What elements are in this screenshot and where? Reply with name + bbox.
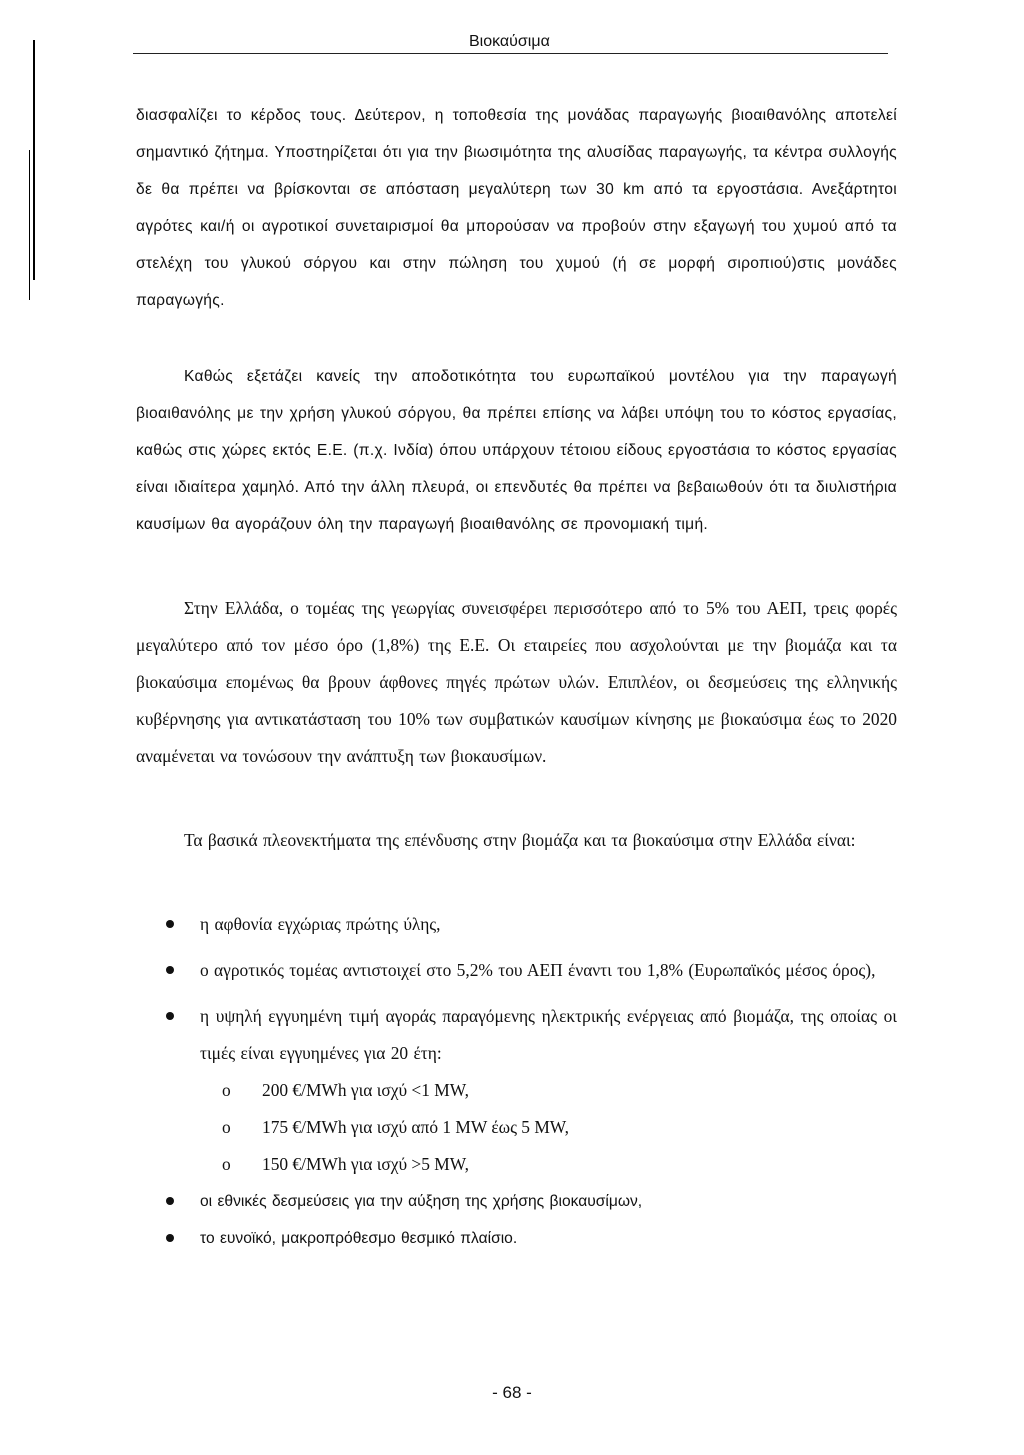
list-item-text: η υψηλή εγγυημένη τιμή αγοράς παραγόμενης ηλεκτρικής ενέργειας από βιομάζα, της οποίας οι τιμές είναι εγγυημένες για 20 έτη: [200, 1006, 897, 1063]
bullet-dot-icon [166, 920, 174, 928]
page-number: - 68 - [492, 1383, 532, 1402]
list-item-text: οι εθνικές δεσμεύσεις για την αύξηση της χρήσης βιοκαυσίμων, [200, 1193, 643, 1210]
paragraph-4: Τα βασικά πλεονεκτήματα της επένδυσης στην βιομάζα και τα βιοκαύσιμα στην Ελλάδα είναι: [184, 830, 856, 850]
sub-list-item [136, 1072, 897, 1109]
list-item [136, 1220, 897, 1257]
list-item [136, 1183, 897, 1220]
sub-bullet-marker: o [222, 1080, 231, 1100]
sub-bullet-marker: o [222, 1154, 231, 1174]
list-item [136, 906, 897, 943]
scan-edge-left-lower [29, 150, 30, 300]
bullet-dot-icon [166, 1012, 174, 1020]
paragraph-3: Στην Ελλάδα, ο τομέας της γεωργίας συνεισφέρει περισσότερο από το 5% του ΑΕΠ, τρεις φορές μεγαλύτερο από τον μέσο όρο (1,8%) της Ε.Ε. Οι εταιρείες που ασχολούνται με την βιομάζα και τα βιοκαύσιμα επομένως θα βρουν άφθονες πηγές πρώτων υλών. Επιπλέον, οι δεσμεύσεις της ελληνικής κυβέρνησης για αντικατάσταση του 10% των συμβατικών καυσίμων κίνησης με βιοκαύσιμα έως το 2020 αναμένεται να τονώσουν την ανάπτυξη των βιοκαυσίμων. [136, 598, 897, 766]
list-item-text: το ευνοϊκό, μακροπρόθεσμο θεσμικό πλαίσιο. [200, 1230, 518, 1247]
header-rule [133, 53, 888, 54]
sub-bullet-marker: o [222, 1117, 231, 1137]
sub-list-item-text: 200 €/MWh για ισχύ <1 MW, [262, 1080, 469, 1100]
bullet-dot-icon [166, 966, 174, 974]
paragraph-2: Καθώς εξετάζει κανείς την αποδοτικότητα του ευρωπαϊκού μοντέλου για την παραγωγή βιοαιθανόλης με την χρήση γλυκού σόργου, θα πρέπει επίσης να λάβει υπόψη του το κόστος εργασίας, καθώς στις χώρες εκτός Ε.Ε. (π.χ. Ινδία) όπου υπάρχουν τέτοιου είδους εργοστάσια το κόστος εργασίας είναι ιδιαίτερα χαμηλό. Από την άλλη πλευρά, οι επενδυτές θα πρέπει να βεβαιωθούν ότι τα διυλιστήρια καυσίμων θα αγοράζουν όλη την παραγωγή βιοαιθανόλης σε προνομιακή τιμή. [136, 368, 897, 533]
scan-edge-left [33, 40, 35, 280]
sub-list-item-text: 175 €/MWh για ισχύ από 1 MW έως 5 MW, [262, 1117, 569, 1137]
paragraph-1: διασφαλίζει το κέρδος τους. Δεύτερον, η τοποθεσία της μονάδας παραγωγής βιοαιθανόλης αποτελεί σημαντικό ζήτημα. Υποστηρίζεται ότι για την βιωσιμότητα της αλυσίδας παραγωγής, τα κέντρα συλλογής δε θα πρέπει να βρίσκονται σε απόσταση μεγαλύτερη των 30 km από τα εργοστάσια. Ανεξάρτητοι αγρότες και/ή οι αγροτικοί συνεταιρισμοί θα μπορούσαν να προβούν στην εξαγωγή του χυμού από τα στελέχη του γλυκού σόργου και στην πώληση του χυμού (ή σε μορφή σιροπιού)στις μονάδες παραγωγής. [136, 107, 897, 309]
list-item-text: ο αγροτικός τομέας αντιστοιχεί στο 5,2% του ΑΕΠ έναντι του 1,8% (Ευρωπαϊκός μέσος όρος), [200, 960, 876, 980]
list-item-text: η αφθονία εγχώριας πρώτης ύλης, [200, 914, 441, 934]
sub-list-item [136, 1109, 897, 1146]
running-header-title: Βιοκαύσιμα [469, 33, 550, 50]
sub-list-item-text: 150 €/MWh για ισχύ >5 MW, [262, 1154, 469, 1174]
list-item [136, 952, 897, 989]
bullet-dot-icon [166, 1197, 174, 1205]
advantages-list [136, 906, 897, 1257]
bullet-dot-icon [166, 1234, 174, 1242]
list-item [136, 998, 897, 1072]
sub-list-item [136, 1146, 897, 1183]
